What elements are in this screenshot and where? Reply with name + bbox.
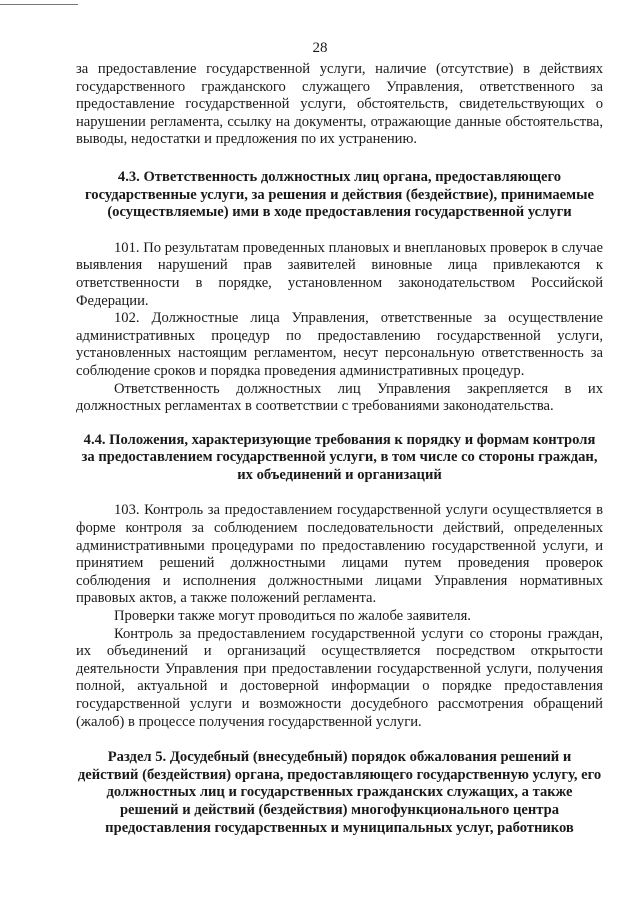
section-5-heading: Раздел 5. Досудебный (внесудебный) порядок обжалования решений и действий (бездействия) органа, предоставляющего государственную услугу, его должностных лиц и государственных гражданских служащих, а также решений и действий (бездействия) многофункционального центра предоставления государственных и муниципальных услуг, работников [77,749,602,836]
document-body [76,61,603,837]
section-4-4-heading: 4.4. Положения, характеризующие требования к порядку и формам контроля за предоставлением государственной услуги, в том числе со стороны граждан, их объединений и организаций [81,431,598,483]
page-number: 28 [312,40,328,56]
paragraph-citizen-control: Контроль за предоставлением государственной услуги со стороны граждан, их объединений и организаций осуществляется посредством открытости деятельности Управления при предоставлении государственной услуги, получения полной, актуальной и достоверной информации о порядке предоставления государственной услуги и возможности досудебного рассмотрения обращений (жалоб) в процессе получения государственной услуги. [76,625,603,730]
paragraph-responsibility: Ответственность должностных лиц Управления закрепляется в их должностных регламентах в соответствии с требованиями законодательства. [76,380,603,415]
intro-paragraph: за предоставление государственной услуги, наличие (отсутствие) в действиях государственного гражданского служащего Управления, ответственного за предоставление государственной услуги, обстоятельств, свидетельствующих о нарушении регламента, ссылку на документы, отражающие данные обстоятельства, выводы, недостатки и предложения по их устранению. [76,61,603,148]
corner-mark [0,4,78,5]
paragraph-complaints: Проверки также могут проводиться по жалобе заявителя. [114,608,471,625]
paragraph-103: 103. Контроль за предоставлением государственной услуги осуществляется в форме контроля за соблюдением последовательности действий, определенных административными процедурами по предоставлению государственной услуги, и принятием решений должностными лицами путем проведения проверок соблюдения и исполнения должностными лицами Управления нормативных правовых актов, а также положений регламента. [76,502,603,607]
paragraph-101: 101. По результатам проведенных плановых и внеплановых проверок в случае выявления нарушений прав заявителей виновные лица привлекаются к ответственности в порядке, установленном законодательством Российской Федерации. [76,239,603,309]
section-4-3-heading: 4.3. Ответственность должностных лиц органа, предоставляющего государственные услуги, за решения и действия (бездействие), принимаемые (осуществляемые) ими в ходе предоставления государственной услуги [85,168,594,221]
paragraph-102: 102. Должностные лица Управления, ответственные за осуществление административных процедур по предоставлению государственной услуги, установленных настоящим регламентом, несут персональную ответственность за соблюдение сроков и порядка проведения административных процедур. [76,310,603,379]
